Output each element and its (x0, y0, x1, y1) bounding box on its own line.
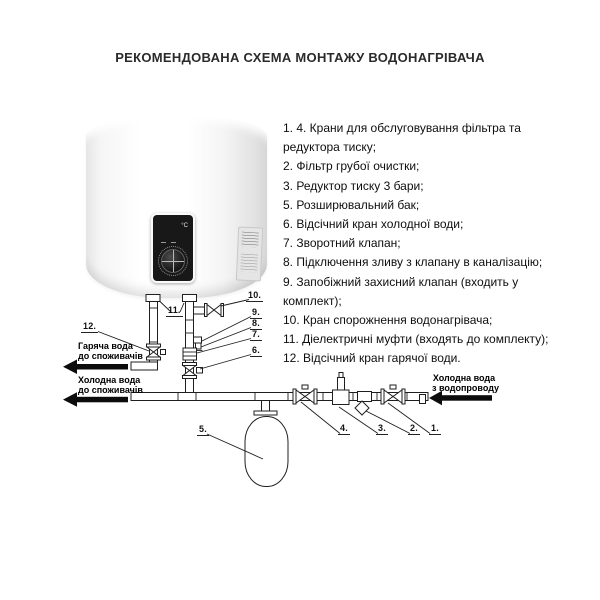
callout-6: 6. (252, 344, 260, 355)
hot-water-arrow (63, 360, 128, 375)
legend-line: 3. Редуктор тиску 3 бари; (283, 178, 424, 193)
legend-line: 1. 4. Крани для обслуговування фільтра та (283, 121, 521, 135)
legend-line: 8. Підключення зливу з клапану в каналізацію; (283, 255, 543, 270)
page-title: РЕКОМЕНДОВАНА СХЕМА МОНТАЖУ ВОДОНАГРІВАЧА (115, 50, 485, 65)
legend-line: 7. Зворотний клапан; (283, 236, 401, 251)
check-valve-7 (183, 348, 197, 360)
drain-valve-10 (205, 304, 224, 317)
callout-4: 4. (340, 423, 348, 433)
legend-line: комплект); (283, 293, 342, 308)
drain-branch-pipe (194, 307, 205, 314)
cold-water-in-label: Холодна вода з водопроводу (432, 373, 500, 393)
legend-line: 9. Запобіжний захисний клапан (входить у (283, 274, 519, 289)
callout-9: 9. (252, 306, 260, 317)
callout-5: 5. (199, 423, 207, 434)
legend-line: редуктора тиску; (283, 140, 377, 155)
hot-water-out-label: Гаряча вода до споживачів (78, 341, 143, 361)
callout-7: 7. (252, 328, 260, 339)
legend-line: 5. Розширювальний бак; (283, 197, 420, 212)
callout-12: 12. (83, 321, 97, 331)
legend-line: 6. Відсічний кран холодної води; (283, 217, 464, 232)
temp-unit-label: °C (181, 223, 188, 229)
callout-2: 2. (410, 423, 418, 433)
hot-out-pipe (131, 362, 158, 370)
cold-water-out-label: Холодна вода до споживачів (78, 375, 143, 395)
callout-8: 8. (252, 317, 260, 328)
coarse-filter-2 (355, 392, 372, 416)
callout-10: 10. (248, 289, 262, 300)
legend-line: 12. Відсічний кран гарячої води. (283, 351, 461, 366)
legend-line: 2. Фільтр грубої очистки; (283, 159, 420, 174)
callout-11: 11. (168, 305, 181, 315)
pressure-reducer-3 (333, 373, 350, 405)
callout-3: 3. (378, 423, 386, 433)
legend-line: 11. Діелектричні муфти (входять до комплекту); (283, 332, 549, 347)
callout-1: 1. (431, 423, 439, 433)
expansion-tank (245, 401, 288, 487)
legend-line: 10. Кран спорожнення водонагрівача; (283, 313, 493, 328)
